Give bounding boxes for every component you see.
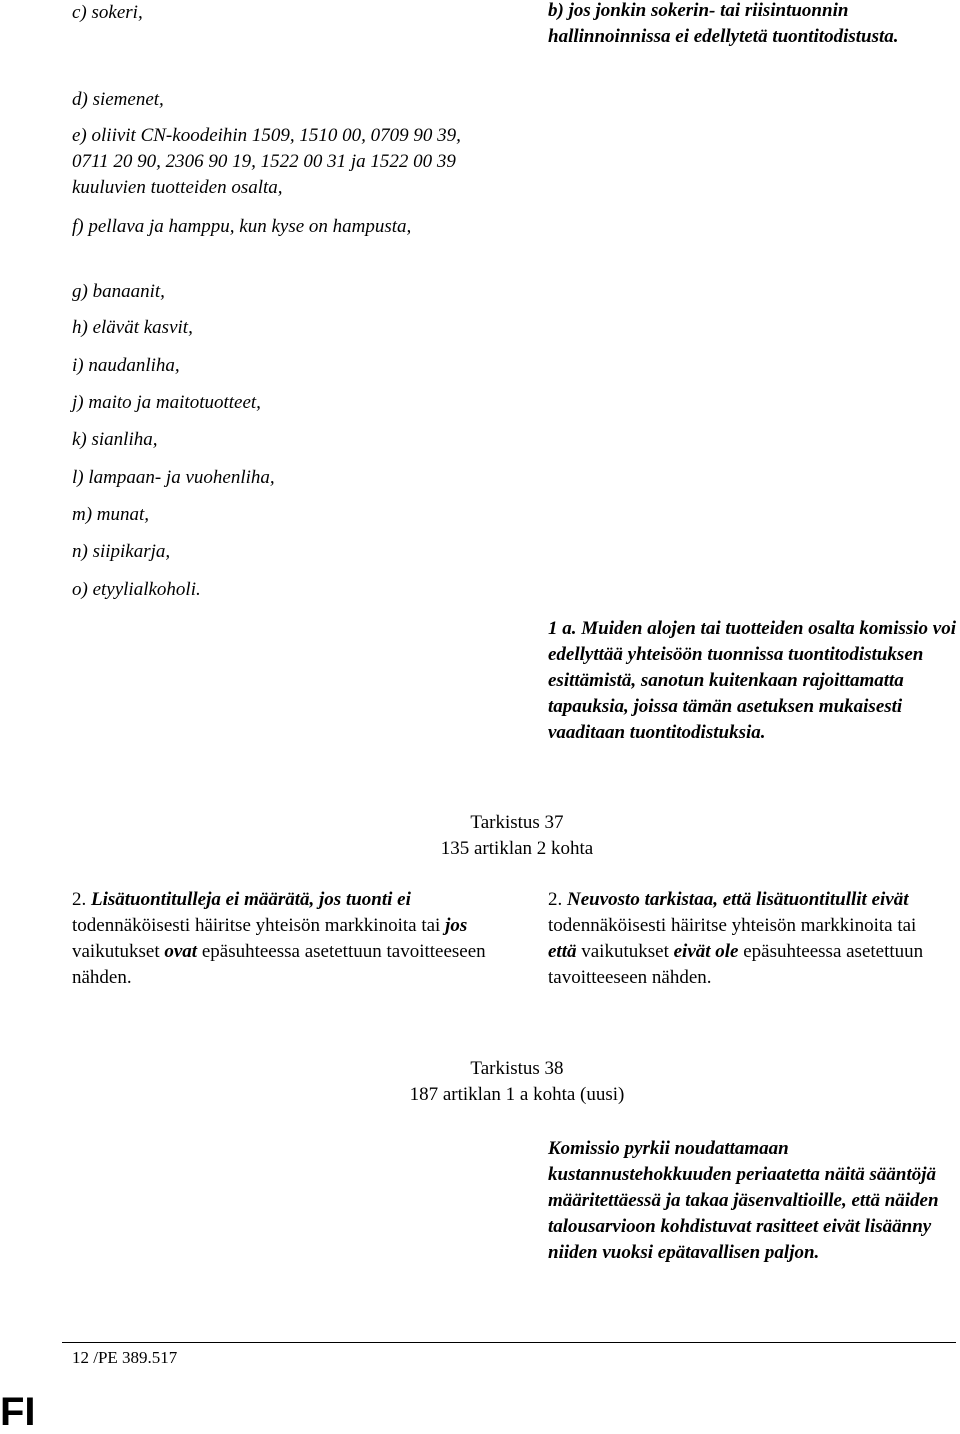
list-item-c: c) sokeri, [72, 2, 143, 23]
list-item-e: e) oliivit CN-koodeihin 1509, 1510 00, 0709 90 39, 0711 20 90, 2306 90 19, 1522 00 31 ja 1522 00 39 kuuluvien tuotteiden osalta, [72, 125, 461, 198]
text-run: 2. [548, 889, 567, 910]
text-run-emphasis: ovat [164, 941, 198, 962]
text-run: todennäköisesti häiritse yhteisön markkinoita tai [72, 915, 446, 936]
text-run: epäsuhteessa asetettuun tavoitteeseen nähden. [72, 941, 486, 988]
amendment-37-amended-text [548, 887, 948, 991]
text-run-emphasis: Lisätuontitulleja ei määrätä, jos tuonti ei [91, 889, 411, 910]
amendment-38-title: Tarkistus 38 [470, 1058, 564, 1079]
language-code: FI [0, 1390, 36, 1434]
list-item-k: k) sianliha, [72, 429, 158, 450]
list-item-d: d) siemenet, [72, 89, 164, 110]
text-run-emphasis: että [548, 941, 577, 962]
text-run: vaikutukset [576, 941, 674, 962]
text-run: epäsuhteessa asetettuun tavoitteeseen nähden. [548, 941, 924, 988]
right-paragraph-b: b) jos jonkin sokerin- tai riisintuonnin hallinnoinnissa ei edellytetä tuontitodistusta. [548, 0, 899, 47]
right-paragraph-1a: 1 a. Muiden alojen tai tuotteiden osalta komissio voi edellyttää yhteisöön tuonnissa tuontitodistuksen esittämistä, sanotun kuitenkaan rajoittamatta tapauksia, joissa tämän asetuksen mukaisesti vaaditaan tuontitodistuksia. [548, 618, 957, 743]
list-item-i: i) naudanliha, [72, 355, 180, 376]
list-item-l: l) lampaan- ja vuohenliha, [72, 467, 275, 488]
list-item-n: n) siipikarja, [72, 541, 171, 562]
document-reference: 12 /PE 389.517 [72, 1348, 178, 1367]
list-item-h: h) elävät kasvit, [72, 317, 193, 338]
list-item-j: j) maito ja maitotuotteet, [72, 392, 261, 413]
list-item-o: o) etyylialkoholi. [72, 579, 201, 600]
amendment-37-title: Tarkistus 37 [470, 812, 564, 833]
amendment-38-subtitle: 187 artiklan 1 a kohta (uusi) [409, 1084, 625, 1105]
text-run: 2. [72, 889, 91, 910]
list-item-g: g) banaanit, [72, 281, 165, 302]
text-run-emphasis: eivät ole [673, 941, 739, 962]
list-item-f: f) pellava ja hamppu, kun kyse on hampusta, [72, 216, 412, 237]
amendment-37-subtitle: 135 artiklan 2 kohta [440, 838, 594, 859]
amendment-37-original-text [72, 887, 492, 991]
text-run-emphasis: jos [445, 915, 468, 936]
text-run-emphasis: Neuvosto tarkistaa, että lisätuontitullit eivät [567, 889, 909, 910]
text-run: todennäköisesti häiritse yhteisön markkinoita tai [548, 915, 917, 936]
list-item-m: m) munat, [72, 504, 150, 525]
text-run: vaikutukset [72, 941, 165, 962]
footer-rule [62, 1342, 956, 1343]
amendment-38-amended-text: Komissio pyrkii noudattamaan kustannustehokkuuden periaatetta näitä sääntöjä määritettäessä ja takaa jäsenvaltioille, että näiden talousarvioon kohdistuvat rasitteet eivät lisäänny niiden vuoksi epätavallisen paljon. [548, 1138, 939, 1263]
